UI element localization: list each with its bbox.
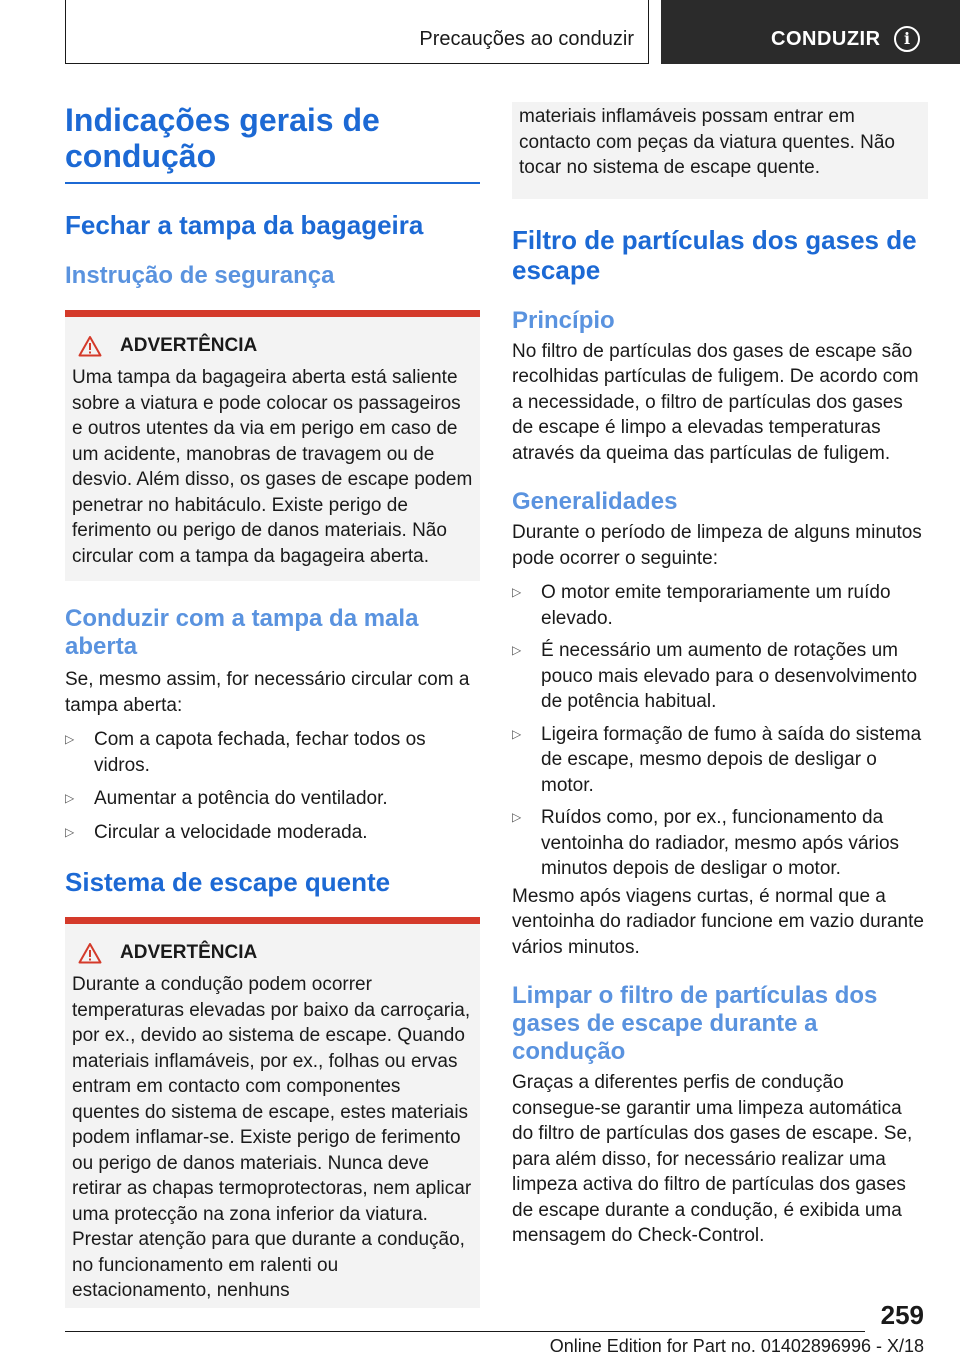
list-item: ▷ Com a capota fechada, fechar todos os vidros. bbox=[65, 729, 426, 776]
warning-triangle-icon bbox=[78, 335, 102, 357]
section-heading-clean-filter: Limpar o filtro de partículas dos gases de escape durante a condução bbox=[512, 982, 878, 1065]
bullet-triangle-icon: ▷ bbox=[512, 585, 522, 599]
list-item: ▷ É necessário um aumento de rotações um pouco mais elevado para o desenvolvimento de potência habitual. bbox=[512, 640, 918, 712]
left-column bbox=[65, 102, 480, 1308]
bullet-triangle-icon: ▷ bbox=[65, 732, 75, 746]
warning-box-exhaust bbox=[65, 917, 480, 1308]
paragraph-general: Durante o período de limpeza de alguns minutos pode ocorrer o seguinte: bbox=[512, 522, 922, 569]
warning-header bbox=[72, 333, 473, 359]
page-number: 259 bbox=[880, 1300, 924, 1330]
info-icon[interactable]: i bbox=[894, 26, 920, 52]
bullet-triangle-icon: ▷ bbox=[512, 726, 522, 741]
warning-box-trunk bbox=[65, 310, 480, 581]
warning-label: ADVERTÊNCIA bbox=[120, 942, 258, 963]
warning-box-continued: materiais inflamáveis possam entrar em contacto com peças da viatura quentes. Não tocar no sistema de escape quente. bbox=[512, 102, 928, 199]
footer-divider bbox=[65, 1331, 865, 1332]
right-column bbox=[512, 102, 928, 1249]
subheading-principle: Princípio bbox=[512, 306, 615, 334]
warning-triangle-icon bbox=[78, 942, 102, 964]
list-item: ▷ Aumentar a potência do ventilador. bbox=[65, 786, 480, 812]
warning-text: Uma tampa da bagageira aberta está saliente sobre a viatura e pode colocar os passageiros e outros utentes da via em perigo em caso de um acidente, manobras de travagem ou de desvio. Além disso, os gases de escape podem penetrar no habitáculo. Existe perigo de ferimento ou perigo de danos materiais. Não circular com a tampa da bagageira aberta. bbox=[72, 367, 473, 567]
list-item: ▷ O motor emite temporariamente um ruído elevado. bbox=[512, 582, 891, 629]
bullet-triangle-icon: ▷ bbox=[512, 810, 522, 824]
header-chapter-label: CONDUZIR bbox=[771, 28, 881, 50]
section-heading-particle-filter: Filtro de partículas dos gases de escape bbox=[512, 224, 917, 285]
list-item: ▷ Circular a velocidade moderada. bbox=[65, 820, 480, 846]
section-heading-trunk: Fechar a tampa da bagageira bbox=[65, 210, 424, 240]
bullet-list-cleaning bbox=[512, 580, 928, 882]
header-chapter-tab[interactable] bbox=[661, 0, 960, 64]
subheading-general: Generalidades bbox=[512, 488, 678, 515]
page-title: Indicações gerais de condução bbox=[65, 102, 380, 174]
bullet-triangle-icon: ▷ bbox=[512, 643, 522, 657]
paragraph-principle: No filtro de partículas dos gases de escape são recolhidas partículas de fuligem. De acordo com a necessidade, o filtro de partículas dos gases de escape é limpo a elevadas temperaturas através da queima das partículas de fuligem. bbox=[512, 340, 919, 464]
paragraph-clean-filter: Graças a diferentes perfis de condução consegue-se garantir uma limpeza automática do filtro de partículas dos gases de escape. Se, para além disso, for necessário realizar uma limpeza activa do filtro de partículas dos gases de escape durante a condução, é exibida uma mensagem do Check-Control. bbox=[512, 1072, 913, 1246]
list-item: ▷ Ruídos como, por ex., funcionamento da ventoinha do radiador, mesmo após vários minutos depois de desligar o motor. bbox=[512, 807, 900, 879]
header-section-box bbox=[65, 0, 649, 64]
subheading-safety: Instrução de segurança bbox=[65, 262, 335, 289]
warning-header bbox=[72, 940, 473, 966]
section-heading-exhaust: Sistema de escape quente bbox=[65, 867, 391, 897]
bullet-triangle-icon: ▷ bbox=[65, 791, 75, 805]
bullet-list-open-trunk bbox=[65, 727, 480, 845]
warning-text: Durante a condução podem ocorrer temperaturas elevadas por baixo da carroçaria, por ex., devido ao sistema de escape. Quando materiais inflamáveis, por ex., folhas ou ervas entram em contacto com componentes quentes do sistema de escape, estes materiais podem inflamar-se. Existe perigo de ferimento ou perigo de danos materiais. Nunca deve retirar as chapas termoprotectoras, nem aplicar uma protecção na zona inferior da viatura. Prestar atenção para que durante a condução, no funcionamento em ralenti ou estacionamento, nenhuns bbox=[72, 974, 472, 1301]
footer-edition: Online Edition for Part no. 01402896996 - X/18 bbox=[549, 1336, 924, 1356]
paragraph-open-trunk: Se, mesmo assim, for necessário circular com a tampa aberta: bbox=[65, 669, 470, 716]
section-heading-open-trunk: Conduzir com a tampa da mala aberta bbox=[65, 605, 419, 660]
paragraph-fan: Mesmo após viagens curtas, é normal que a ventoinha do radiador funcione em vazio durante vários minutos. bbox=[512, 885, 924, 958]
list-item: ▷ Ligeira formação de fumo à saída do sistema de escape, mesmo depois de desligar o motor. bbox=[512, 723, 922, 796]
title-divider bbox=[65, 182, 480, 184]
warning-label: ADVERTÊNCIA bbox=[120, 335, 258, 356]
header-section-title: Precauções ao conduzir bbox=[419, 28, 634, 50]
bullet-triangle-icon: ▷ bbox=[65, 824, 75, 839]
